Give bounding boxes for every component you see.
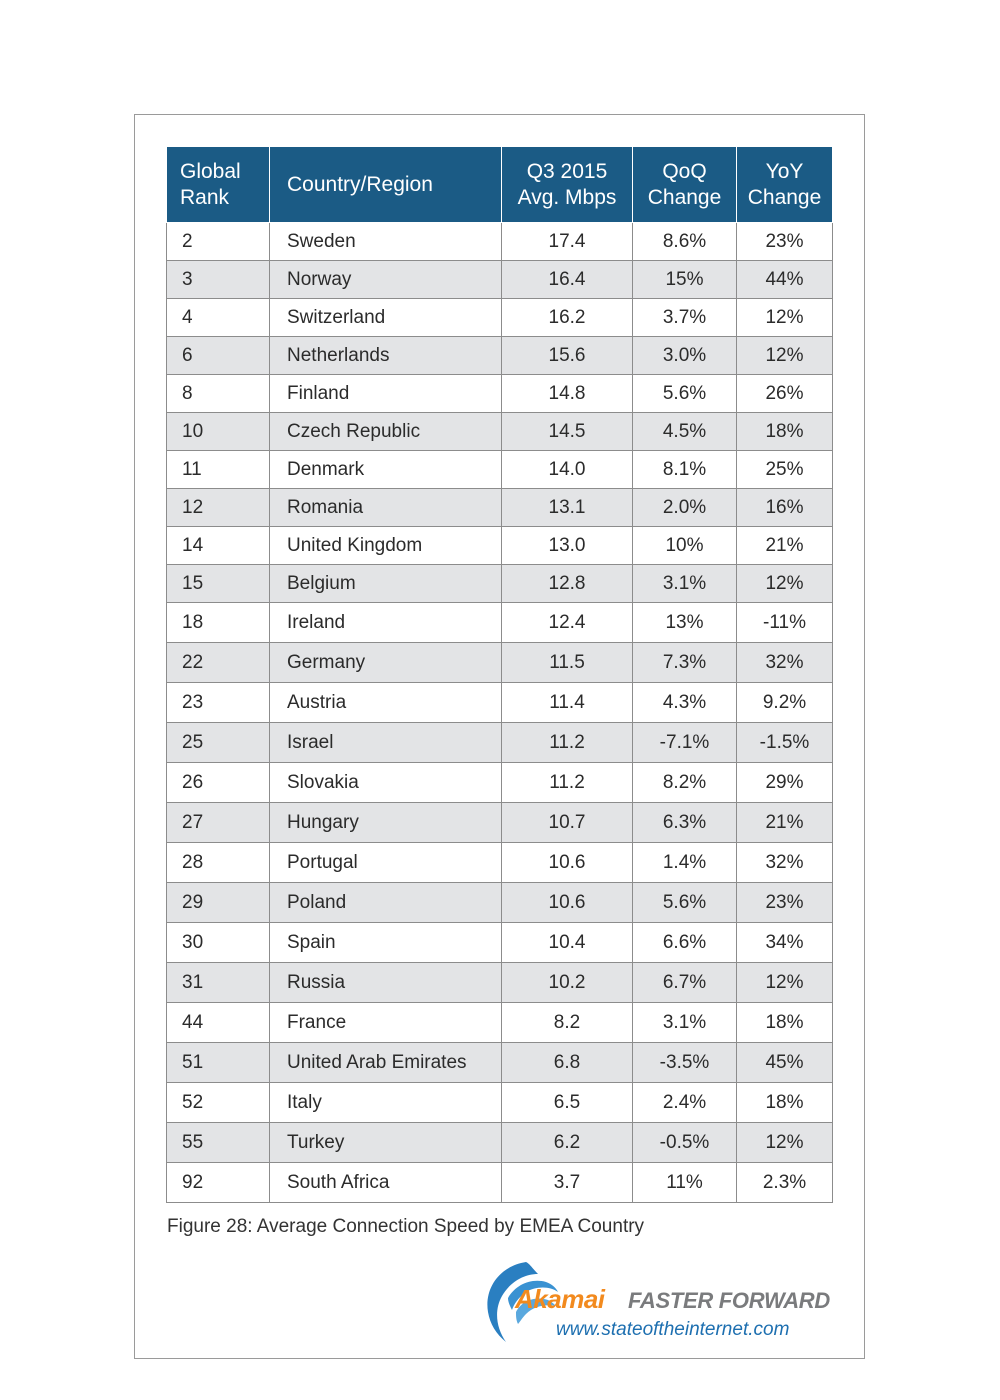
akamai-brand-text: Akamai — [515, 1284, 605, 1314]
cell-qoq-change: 8.1% — [633, 451, 737, 489]
cell-country: Portugal — [270, 843, 502, 883]
cell-global-rank: 11 — [167, 451, 270, 489]
cell-yoy-change: 12% — [737, 565, 833, 603]
cell-global-rank: 31 — [167, 963, 270, 1003]
cell-avg-mbps: 10.4 — [502, 923, 633, 963]
cell-avg-mbps: 14.5 — [502, 413, 633, 451]
cell-qoq-change: 4.5% — [633, 413, 737, 451]
cell-global-rank: 14 — [167, 527, 270, 565]
header-country-region: Country/Region — [270, 147, 502, 223]
cell-avg-mbps: 8.2 — [502, 1003, 633, 1043]
cell-yoy-change: 25% — [737, 451, 833, 489]
cell-country: Belgium — [270, 565, 502, 603]
cell-qoq-change: 5.6% — [633, 883, 737, 923]
cell-country: Israel — [270, 723, 502, 763]
cell-global-rank: 44 — [167, 1003, 270, 1043]
cell-avg-mbps: 10.7 — [502, 803, 633, 843]
cell-yoy-change: -11% — [737, 603, 833, 643]
cell-qoq-change: 10% — [633, 527, 737, 565]
cell-yoy-change: 34% — [737, 923, 833, 963]
cell-yoy-change: 9.2% — [737, 683, 833, 723]
cell-qoq-change: 7.3% — [633, 643, 737, 683]
website-url: www.stateoftheinternet.com — [556, 1319, 790, 1340]
cell-country: United Arab Emirates — [270, 1043, 502, 1083]
cell-global-rank: 55 — [167, 1123, 270, 1163]
cell-avg-mbps: 12.4 — [502, 603, 633, 643]
cell-yoy-change: 29% — [737, 763, 833, 803]
cell-country: Turkey — [270, 1123, 502, 1163]
cell-yoy-change: 18% — [737, 413, 833, 451]
cell-qoq-change: 15% — [633, 261, 737, 299]
cell-qoq-change: 13% — [633, 603, 737, 643]
header-global-rank: Global Rank — [167, 147, 270, 223]
cell-yoy-change: 32% — [737, 843, 833, 883]
cell-country: Germany — [270, 643, 502, 683]
table-row — [167, 489, 833, 527]
cell-avg-mbps: 13.0 — [502, 527, 633, 565]
cell-qoq-change: 3.1% — [633, 565, 737, 603]
table-row — [167, 683, 833, 723]
cell-global-rank: 22 — [167, 643, 270, 683]
cell-yoy-change: 12% — [737, 299, 833, 337]
cell-global-rank: 92 — [167, 1163, 270, 1203]
cell-country: Italy — [270, 1083, 502, 1123]
cell-avg-mbps: 13.1 — [502, 489, 633, 527]
cell-qoq-change: 6.7% — [633, 963, 737, 1003]
cell-yoy-change: 32% — [737, 643, 833, 683]
cell-avg-mbps: 11.5 — [502, 643, 633, 683]
cell-country: Norway — [270, 261, 502, 299]
cell-country: Slovakia — [270, 763, 502, 803]
cell-global-rank: 4 — [167, 299, 270, 337]
cell-qoq-change: 3.0% — [633, 337, 737, 375]
table-row — [167, 527, 833, 565]
cell-qoq-change: 4.3% — [633, 683, 737, 723]
cell-country: Switzerland — [270, 299, 502, 337]
cell-qoq-change: 6.6% — [633, 923, 737, 963]
cell-global-rank: 28 — [167, 843, 270, 883]
cell-yoy-change: 16% — [737, 489, 833, 527]
cell-qoq-change: 1.4% — [633, 843, 737, 883]
cell-qoq-change: 2.0% — [633, 489, 737, 527]
cell-country: Netherlands — [270, 337, 502, 375]
cell-yoy-change: 21% — [737, 527, 833, 565]
akamai-logo — [482, 1258, 842, 1348]
cell-qoq-change: 8.2% — [633, 763, 737, 803]
cell-global-rank: 25 — [167, 723, 270, 763]
table-row — [167, 375, 833, 413]
figure-caption: Figure 28: Average Connection Speed by EMEA Country — [167, 1216, 645, 1237]
cell-yoy-change: -1.5% — [737, 723, 833, 763]
cell-country: Romania — [270, 489, 502, 527]
table-row — [167, 843, 833, 883]
cell-country: France — [270, 1003, 502, 1043]
cell-yoy-change: 26% — [737, 375, 833, 413]
table-row — [167, 451, 833, 489]
table-row — [167, 299, 833, 337]
cell-country: Sweden — [270, 223, 502, 261]
cell-yoy-change: 12% — [737, 1123, 833, 1163]
cell-yoy-change: 45% — [737, 1043, 833, 1083]
cell-yoy-change: 18% — [737, 1003, 833, 1043]
table-row — [167, 1123, 833, 1163]
header-yoy-change: YoY Change — [737, 147, 833, 223]
cell-global-rank: 6 — [167, 337, 270, 375]
cell-global-rank: 2 — [167, 223, 270, 261]
table-row — [167, 723, 833, 763]
cell-country: Austria — [270, 683, 502, 723]
cell-qoq-change: 5.6% — [633, 375, 737, 413]
cell-global-rank: 3 — [167, 261, 270, 299]
cell-yoy-change: 44% — [737, 261, 833, 299]
cell-global-rank: 29 — [167, 883, 270, 923]
cell-avg-mbps: 6.5 — [502, 1083, 633, 1123]
cell-global-rank: 30 — [167, 923, 270, 963]
cell-global-rank: 10 — [167, 413, 270, 451]
cell-avg-mbps: 11.2 — [502, 723, 633, 763]
cell-avg-mbps: 11.4 — [502, 683, 633, 723]
table-row — [167, 261, 833, 299]
cell-global-rank: 8 — [167, 375, 270, 413]
cell-country: South Africa — [270, 1163, 502, 1203]
cell-yoy-change: 21% — [737, 803, 833, 843]
cell-avg-mbps: 10.2 — [502, 963, 633, 1003]
cell-country: Hungary — [270, 803, 502, 843]
cell-avg-mbps: 14.0 — [502, 451, 633, 489]
cell-avg-mbps: 16.2 — [502, 299, 633, 337]
cell-avg-mbps: 11.2 — [502, 763, 633, 803]
cell-qoq-change: 6.3% — [633, 803, 737, 843]
cell-country: Czech Republic — [270, 413, 502, 451]
cell-avg-mbps: 3.7 — [502, 1163, 633, 1203]
cell-avg-mbps: 6.8 — [502, 1043, 633, 1083]
cell-global-rank: 12 — [167, 489, 270, 527]
header-qoq-change: QoQ Change — [633, 147, 737, 223]
table-row — [167, 1043, 833, 1083]
table-row — [167, 803, 833, 843]
cell-avg-mbps: 16.4 — [502, 261, 633, 299]
cell-global-rank: 51 — [167, 1043, 270, 1083]
cell-qoq-change: -0.5% — [633, 1123, 737, 1163]
cell-yoy-change: 23% — [737, 223, 833, 261]
cell-global-rank: 27 — [167, 803, 270, 843]
cell-country: Ireland — [270, 603, 502, 643]
cell-global-rank: 15 — [167, 565, 270, 603]
cell-yoy-change: 23% — [737, 883, 833, 923]
cell-country: United Kingdom — [270, 527, 502, 565]
table-row — [167, 223, 833, 261]
table-row — [167, 565, 833, 603]
table-row — [167, 337, 833, 375]
table-row — [167, 1083, 833, 1123]
faster-forward-tagline: FASTER FORWARD — [628, 1288, 830, 1313]
cell-qoq-change: 2.4% — [633, 1083, 737, 1123]
table-row — [167, 883, 833, 923]
cell-country: Russia — [270, 963, 502, 1003]
cell-yoy-change: 12% — [737, 337, 833, 375]
header-avg-mbps: Q3 2015 Avg. Mbps — [502, 147, 633, 223]
cell-qoq-change: 3.7% — [633, 299, 737, 337]
cell-avg-mbps: 10.6 — [502, 843, 633, 883]
cell-country: Finland — [270, 375, 502, 413]
cell-qoq-change: 11% — [633, 1163, 737, 1203]
table-row — [167, 963, 833, 1003]
connection-speed-table — [166, 146, 833, 1203]
cell-country: Denmark — [270, 451, 502, 489]
cell-avg-mbps: 15.6 — [502, 337, 633, 375]
cell-country: Spain — [270, 923, 502, 963]
cell-global-rank: 23 — [167, 683, 270, 723]
cell-qoq-change: -7.1% — [633, 723, 737, 763]
cell-qoq-change: -3.5% — [633, 1043, 737, 1083]
table-row — [167, 1003, 833, 1043]
cell-yoy-change: 2.3% — [737, 1163, 833, 1203]
cell-avg-mbps: 10.6 — [502, 883, 633, 923]
cell-global-rank: 52 — [167, 1083, 270, 1123]
table-header-row — [167, 147, 833, 223]
table-row — [167, 603, 833, 643]
cell-avg-mbps: 6.2 — [502, 1123, 633, 1163]
table-row — [167, 763, 833, 803]
cell-qoq-change: 8.6% — [633, 223, 737, 261]
table-row — [167, 413, 833, 451]
cell-avg-mbps: 12.8 — [502, 565, 633, 603]
cell-avg-mbps: 14.8 — [502, 375, 633, 413]
cell-yoy-change: 12% — [737, 963, 833, 1003]
cell-country: Poland — [270, 883, 502, 923]
cell-qoq-change: 3.1% — [633, 1003, 737, 1043]
table-row — [167, 1163, 833, 1203]
cell-global-rank: 26 — [167, 763, 270, 803]
cell-yoy-change: 18% — [737, 1083, 833, 1123]
cell-global-rank: 18 — [167, 603, 270, 643]
table-row — [167, 923, 833, 963]
table-row — [167, 643, 833, 683]
cell-avg-mbps: 17.4 — [502, 223, 633, 261]
